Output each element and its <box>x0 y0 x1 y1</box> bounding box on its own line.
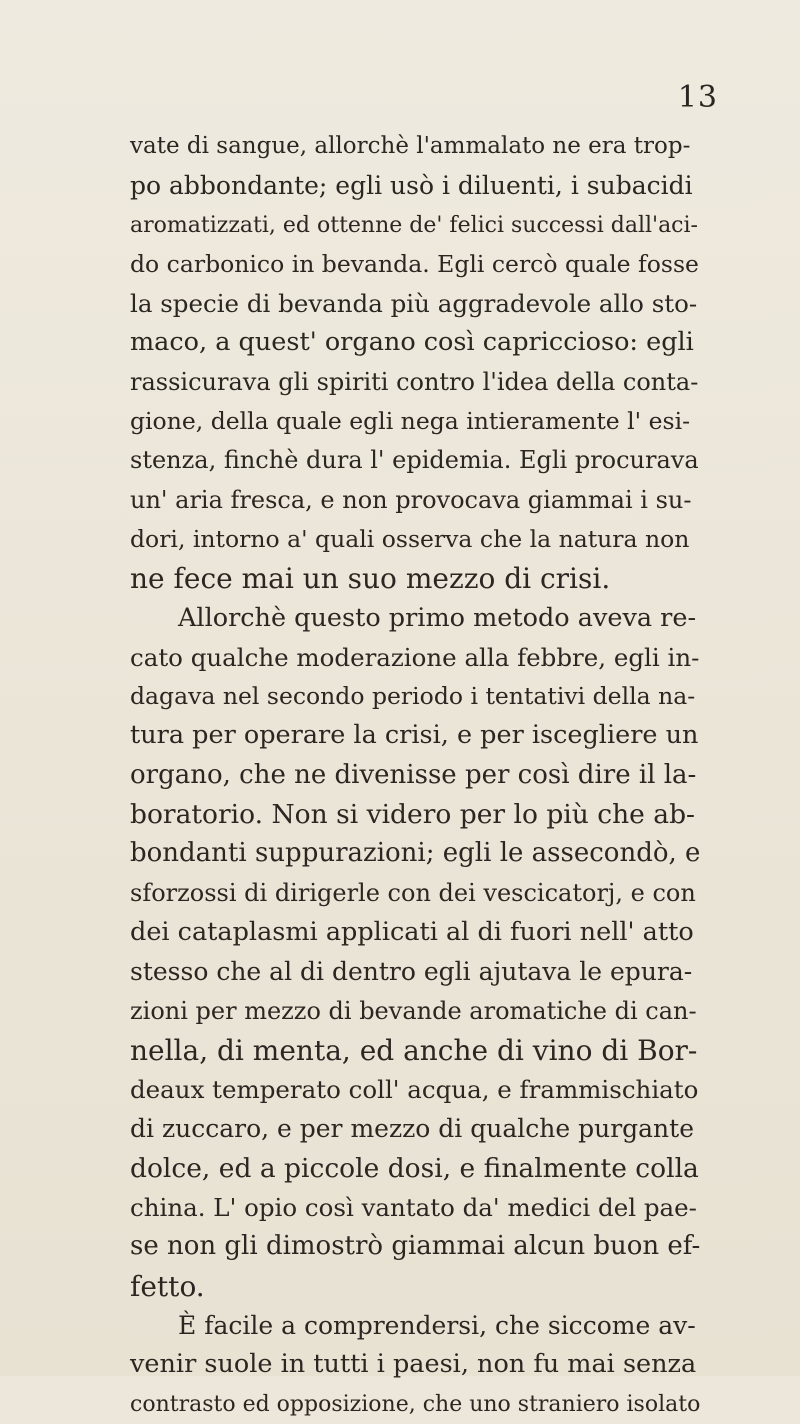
text-line: fetto. <box>130 1269 205 1303</box>
text-line: tura per operare la crisi, e per iscegliere un <box>130 720 699 751</box>
text-line: cato qualche moderazione alla febbre, egli in- <box>130 642 700 672</box>
paragraph-start-line: Allorchè questo primo metodo aveva re- <box>178 602 697 633</box>
text-line: dolce, ed a piccole dosi, e finalmente colla <box>130 1152 699 1184</box>
text-line: se non gli dimostrò giammai alcun buon ef- <box>130 1231 701 1262</box>
text-line: venir suole in tutti i paesi, non fu mai senza <box>130 1349 697 1380</box>
text-line: stesso che al di dentro egli ajutava le epura- <box>130 957 693 987</box>
text-line: bondanti suppurazioni; egli le assecondò, e <box>130 838 701 869</box>
text-line: boratorio. Non si videro per lo più che ab- <box>130 799 695 831</box>
text-line: deaux temperato coll' acqua, e frammischiato <box>130 1075 699 1105</box>
text-line: dori, intorno a' quali osserva che la natura non <box>130 524 690 553</box>
text-line: la specie di bevanda più aggradevole allo sto- <box>130 289 698 319</box>
page-number: 13 <box>677 80 718 115</box>
text-line: rassicurava gli spiriti contro l'idea della conta- <box>130 367 699 396</box>
body-text <box>130 127 700 1424</box>
text-line: ne fece mai un suo mezzo di crisi. <box>130 562 611 596</box>
text-line: china. L' opio così vantato da' medici del pae- <box>130 1193 697 1223</box>
text-line: do carbonico in bevanda. Egli cercò quale fosse <box>130 249 699 278</box>
paragraph-start-line: È facile a comprendersi, che siccome av- <box>178 1310 696 1340</box>
text-line: stenza, finchè dura l' epidemia. Egli procurava <box>130 446 699 475</box>
text-line: dei cataplasmi applicati al di fuori nell' atto <box>130 916 694 947</box>
text-line: po abbondante; egli usò i diluenti, i subacidi <box>130 171 693 201</box>
text-line: sforzossi di dirigerle con dei vescicatorj, e con <box>130 878 696 907</box>
text-line: dagava nel secondo periodo i tentativi della na- <box>130 682 696 711</box>
text-line: aromatizzati, ed ottenne de' felici successi dall'aci- <box>130 212 698 238</box>
text-line: maco, a quest' organo così capriccioso: egli <box>130 327 694 358</box>
text-line: nella, di menta, ed anche di vino di Bor- <box>130 1033 698 1067</box>
text-line: organo, che ne divenisse per così dire il la- <box>130 759 697 790</box>
text-line: vate di sangue, allorchè l'ammalato ne era trop- <box>130 133 691 159</box>
text-line: di zuccaro, e per mezzo di qualche purgante <box>130 1114 695 1144</box>
text-line: zioni per mezzo di bevande aromatiche di can- <box>130 996 697 1025</box>
text-line: un' aria fresca, e non provocava giammai i su- <box>130 485 692 514</box>
text-line: gione, della quale egli nega intieramente l' esi- <box>130 407 691 436</box>
text-line: contrasto ed opposizione, che uno straniero isolato <box>130 1391 701 1417</box>
